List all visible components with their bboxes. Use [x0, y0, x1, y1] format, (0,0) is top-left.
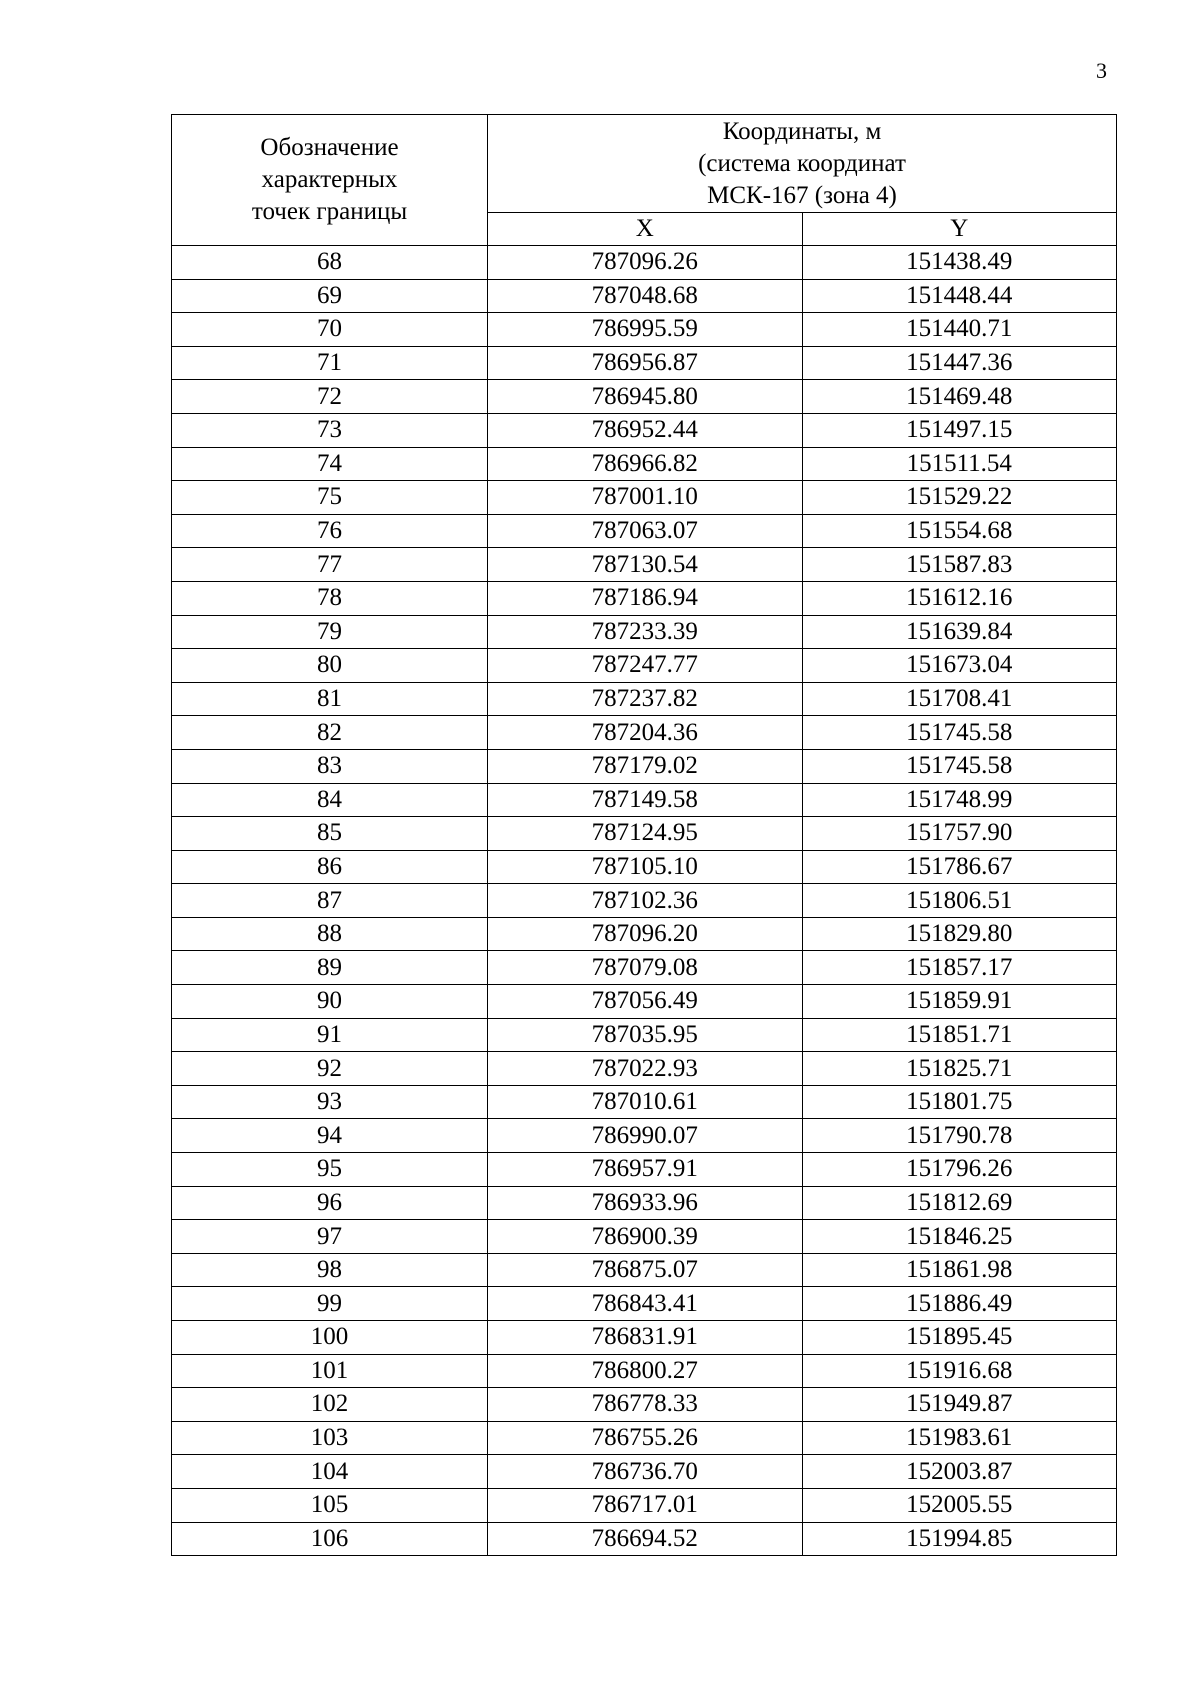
table-row	[172, 749, 1117, 783]
x-coordinate-cell: 786755.26	[488, 1421, 803, 1455]
y-coordinate-cell: 151438.49	[802, 246, 1117, 280]
y-coordinate-cell: 151994.85	[802, 1522, 1117, 1556]
y-coordinate-cell: 151511.54	[802, 447, 1117, 481]
point-cell: 103	[172, 1421, 488, 1455]
point-cell: 75	[172, 481, 488, 515]
table-row	[172, 1018, 1117, 1052]
point-cell: 106	[172, 1522, 488, 1556]
point-cell: 70	[172, 313, 488, 347]
table-row	[172, 1321, 1117, 1355]
point-cell: 77	[172, 548, 488, 582]
table-body	[172, 246, 1117, 1556]
table-row	[172, 817, 1117, 851]
y-coordinate-cell: 151796.26	[802, 1153, 1117, 1187]
table-row	[172, 884, 1117, 918]
y-coordinate-cell: 152003.87	[802, 1455, 1117, 1489]
y-coordinate-cell: 151861.98	[802, 1253, 1117, 1287]
table-row	[172, 380, 1117, 414]
y-coordinate-cell: 151448.44	[802, 279, 1117, 313]
x-coordinate-cell: 787124.95	[488, 817, 803, 851]
point-cell: 71	[172, 346, 488, 380]
y-coordinate-cell: 151806.51	[802, 884, 1117, 918]
table-row	[172, 850, 1117, 884]
x-coordinate-cell: 787186.94	[488, 581, 803, 615]
y-coordinate-cell: 151790.78	[802, 1119, 1117, 1153]
point-cell: 100	[172, 1321, 488, 1355]
x-coordinate-cell: 786952.44	[488, 413, 803, 447]
y-coordinate-cell: 151554.68	[802, 514, 1117, 548]
point-cell: 98	[172, 1253, 488, 1287]
table-row	[172, 246, 1117, 280]
y-coordinate-cell: 151895.45	[802, 1321, 1117, 1355]
x-coordinate-cell: 787204.36	[488, 716, 803, 750]
x-coordinate-cell: 787048.68	[488, 279, 803, 313]
point-cell: 72	[172, 380, 488, 414]
x-coordinate-cell: 787237.82	[488, 682, 803, 716]
x-coordinate-cell: 786945.80	[488, 380, 803, 414]
x-coordinate-cell: 787179.02	[488, 749, 803, 783]
point-cell: 97	[172, 1220, 488, 1254]
table-row	[172, 413, 1117, 447]
y-coordinate-cell: 151825.71	[802, 1052, 1117, 1086]
y-coordinate-cell: 151440.71	[802, 313, 1117, 347]
x-coordinate-cell: 787079.08	[488, 951, 803, 985]
y-coordinate-cell: 151812.69	[802, 1186, 1117, 1220]
point-cell: 93	[172, 1085, 488, 1119]
table-row	[172, 1455, 1117, 1489]
point-cell: 91	[172, 1018, 488, 1052]
x-coordinate-cell: 786875.07	[488, 1253, 803, 1287]
point-cell: 78	[172, 581, 488, 615]
x-coordinate-cell: 787001.10	[488, 481, 803, 515]
x-coordinate-cell: 786966.82	[488, 447, 803, 481]
y-coordinate-cell: 151612.16	[802, 581, 1117, 615]
table-row	[172, 951, 1117, 985]
point-cell: 74	[172, 447, 488, 481]
table-row	[172, 1488, 1117, 1522]
y-coordinate-cell: 151587.83	[802, 548, 1117, 582]
x-coordinate-cell: 786933.96	[488, 1186, 803, 1220]
table-row	[172, 313, 1117, 347]
table-row	[172, 1220, 1117, 1254]
x-coordinate-cell: 786717.01	[488, 1488, 803, 1522]
y-coordinate-cell: 151829.80	[802, 917, 1117, 951]
table-row	[172, 1421, 1117, 1455]
point-cell: 101	[172, 1354, 488, 1388]
designation-header-line: характерных	[261, 166, 398, 193]
x-coordinate-cell: 787102.36	[488, 884, 803, 918]
table-row	[172, 1085, 1117, 1119]
table-row	[172, 1052, 1117, 1086]
coordinates-header-line: Координаты, м	[722, 117, 882, 145]
table-row	[172, 649, 1117, 683]
x-coordinate-cell: 786694.52	[488, 1522, 803, 1556]
table-header-row	[172, 115, 1117, 213]
designation-header-line: точек границы	[251, 198, 408, 225]
table-row	[172, 615, 1117, 649]
point-cell: 73	[172, 413, 488, 447]
point-cell: 102	[172, 1388, 488, 1422]
point-cell: 104	[172, 1455, 488, 1489]
point-cell: 88	[172, 917, 488, 951]
table-row	[172, 985, 1117, 1019]
table-row	[172, 1522, 1117, 1556]
point-cell: 94	[172, 1119, 488, 1153]
y-coordinate-cell: 151673.04	[802, 649, 1117, 683]
x-coordinate-cell: 787130.54	[488, 548, 803, 582]
x-coordinate-cell: 787035.95	[488, 1018, 803, 1052]
x-coordinate-cell: 786778.33	[488, 1388, 803, 1422]
table-row	[172, 1354, 1117, 1388]
y-coordinate-cell: 151983.61	[802, 1421, 1117, 1455]
y-coordinate-cell: 151851.71	[802, 1018, 1117, 1052]
table-row	[172, 1388, 1117, 1422]
point-cell: 83	[172, 749, 488, 783]
point-cell: 90	[172, 985, 488, 1019]
table-row	[172, 682, 1117, 716]
x-coordinate-cell: 787022.93	[488, 1052, 803, 1086]
y-coordinate-cell: 151497.15	[802, 413, 1117, 447]
x-coordinate-cell: 786843.41	[488, 1287, 803, 1321]
table-row	[172, 1119, 1117, 1153]
y-coordinate-cell: 151801.75	[802, 1085, 1117, 1119]
page-number: 3	[1096, 58, 1107, 83]
x-coordinate-cell: 787233.39	[488, 615, 803, 649]
table-row	[172, 514, 1117, 548]
x-coordinate-cell: 786990.07	[488, 1119, 803, 1153]
point-cell: 84	[172, 783, 488, 817]
point-cell: 86	[172, 850, 488, 884]
x-coordinate-cell: 787063.07	[488, 514, 803, 548]
y-coordinate-cell: 151757.90	[802, 817, 1117, 851]
table-row	[172, 346, 1117, 380]
y-coordinate-cell: 152005.55	[802, 1488, 1117, 1522]
point-cell: 92	[172, 1052, 488, 1086]
y-coordinate-cell: 151857.17	[802, 951, 1117, 985]
y-coordinate-cell: 151469.48	[802, 380, 1117, 414]
y-coordinate-cell: 151949.87	[802, 1388, 1117, 1422]
y-coordinate-cell: 151745.58	[802, 749, 1117, 783]
coordinates-header	[488, 115, 1117, 213]
table-row	[172, 1253, 1117, 1287]
point-cell: 80	[172, 649, 488, 683]
coordinates-header-line: (система координат	[698, 149, 906, 177]
point-cell: 82	[172, 716, 488, 750]
table-row	[172, 917, 1117, 951]
table-row	[172, 783, 1117, 817]
y-coordinate-cell: 151639.84	[802, 615, 1117, 649]
table-row	[172, 481, 1117, 515]
x-coordinate-cell: 786957.91	[488, 1153, 803, 1187]
x-coordinate-cell: 787247.77	[488, 649, 803, 683]
y-coordinate-cell: 151745.58	[802, 716, 1117, 750]
table-row	[172, 548, 1117, 582]
table-row	[172, 447, 1117, 481]
designation-header-line: Обозначение	[260, 134, 399, 161]
x-coordinate-cell: 787056.49	[488, 985, 803, 1019]
point-cell: 105	[172, 1488, 488, 1522]
table-row	[172, 1153, 1117, 1187]
point-cell: 99	[172, 1287, 488, 1321]
point-cell: 95	[172, 1153, 488, 1187]
point-cell: 68	[172, 246, 488, 280]
x-coordinate-cell: 786736.70	[488, 1455, 803, 1489]
y-coordinate-cell: 151529.22	[802, 481, 1117, 515]
y-coordinate-cell: 151748.99	[802, 783, 1117, 817]
x-coordinate-cell: 787010.61	[488, 1085, 803, 1119]
point-cell: 69	[172, 279, 488, 313]
x-coordinate-cell: 786956.87	[488, 346, 803, 380]
table-row	[172, 1186, 1117, 1220]
x-coordinate-cell: 786900.39	[488, 1220, 803, 1254]
table-row	[172, 716, 1117, 750]
table-row	[172, 581, 1117, 615]
coordinates-table	[171, 114, 1117, 1556]
x-coordinate-cell: 786800.27	[488, 1354, 803, 1388]
point-cell: 79	[172, 615, 488, 649]
table-row	[172, 1287, 1117, 1321]
x-coordinate-cell: 787096.26	[488, 246, 803, 280]
point-cell: 87	[172, 884, 488, 918]
coordinates-header-line: МСК-167 (зона 4)	[707, 181, 897, 209]
y-coordinate-cell: 151859.91	[802, 985, 1117, 1019]
point-cell: 76	[172, 514, 488, 548]
x-coordinate-cell: 787149.58	[488, 783, 803, 817]
x-coordinate-cell: 787096.20	[488, 917, 803, 951]
designation-header	[172, 115, 488, 246]
y-coordinate-cell: 151886.49	[802, 1287, 1117, 1321]
table-row	[172, 279, 1117, 313]
x-coordinate-cell: 786995.59	[488, 313, 803, 347]
y-coordinate-cell: 151916.68	[802, 1354, 1117, 1388]
x-coordinate-cell: 787105.10	[488, 850, 803, 884]
x-coordinate-cell: 786831.91	[488, 1321, 803, 1355]
point-cell: 85	[172, 817, 488, 851]
y-coordinate-cell: 151447.36	[802, 346, 1117, 380]
point-cell: 81	[172, 682, 488, 716]
point-cell: 89	[172, 951, 488, 985]
y-coordinate-cell: 151708.41	[802, 682, 1117, 716]
point-cell: 96	[172, 1186, 488, 1220]
y-coordinate-cell: 151786.67	[802, 850, 1117, 884]
x-column-header: X	[488, 213, 803, 246]
y-coordinate-cell: 151846.25	[802, 1220, 1117, 1254]
y-column-header: Y	[802, 213, 1117, 246]
